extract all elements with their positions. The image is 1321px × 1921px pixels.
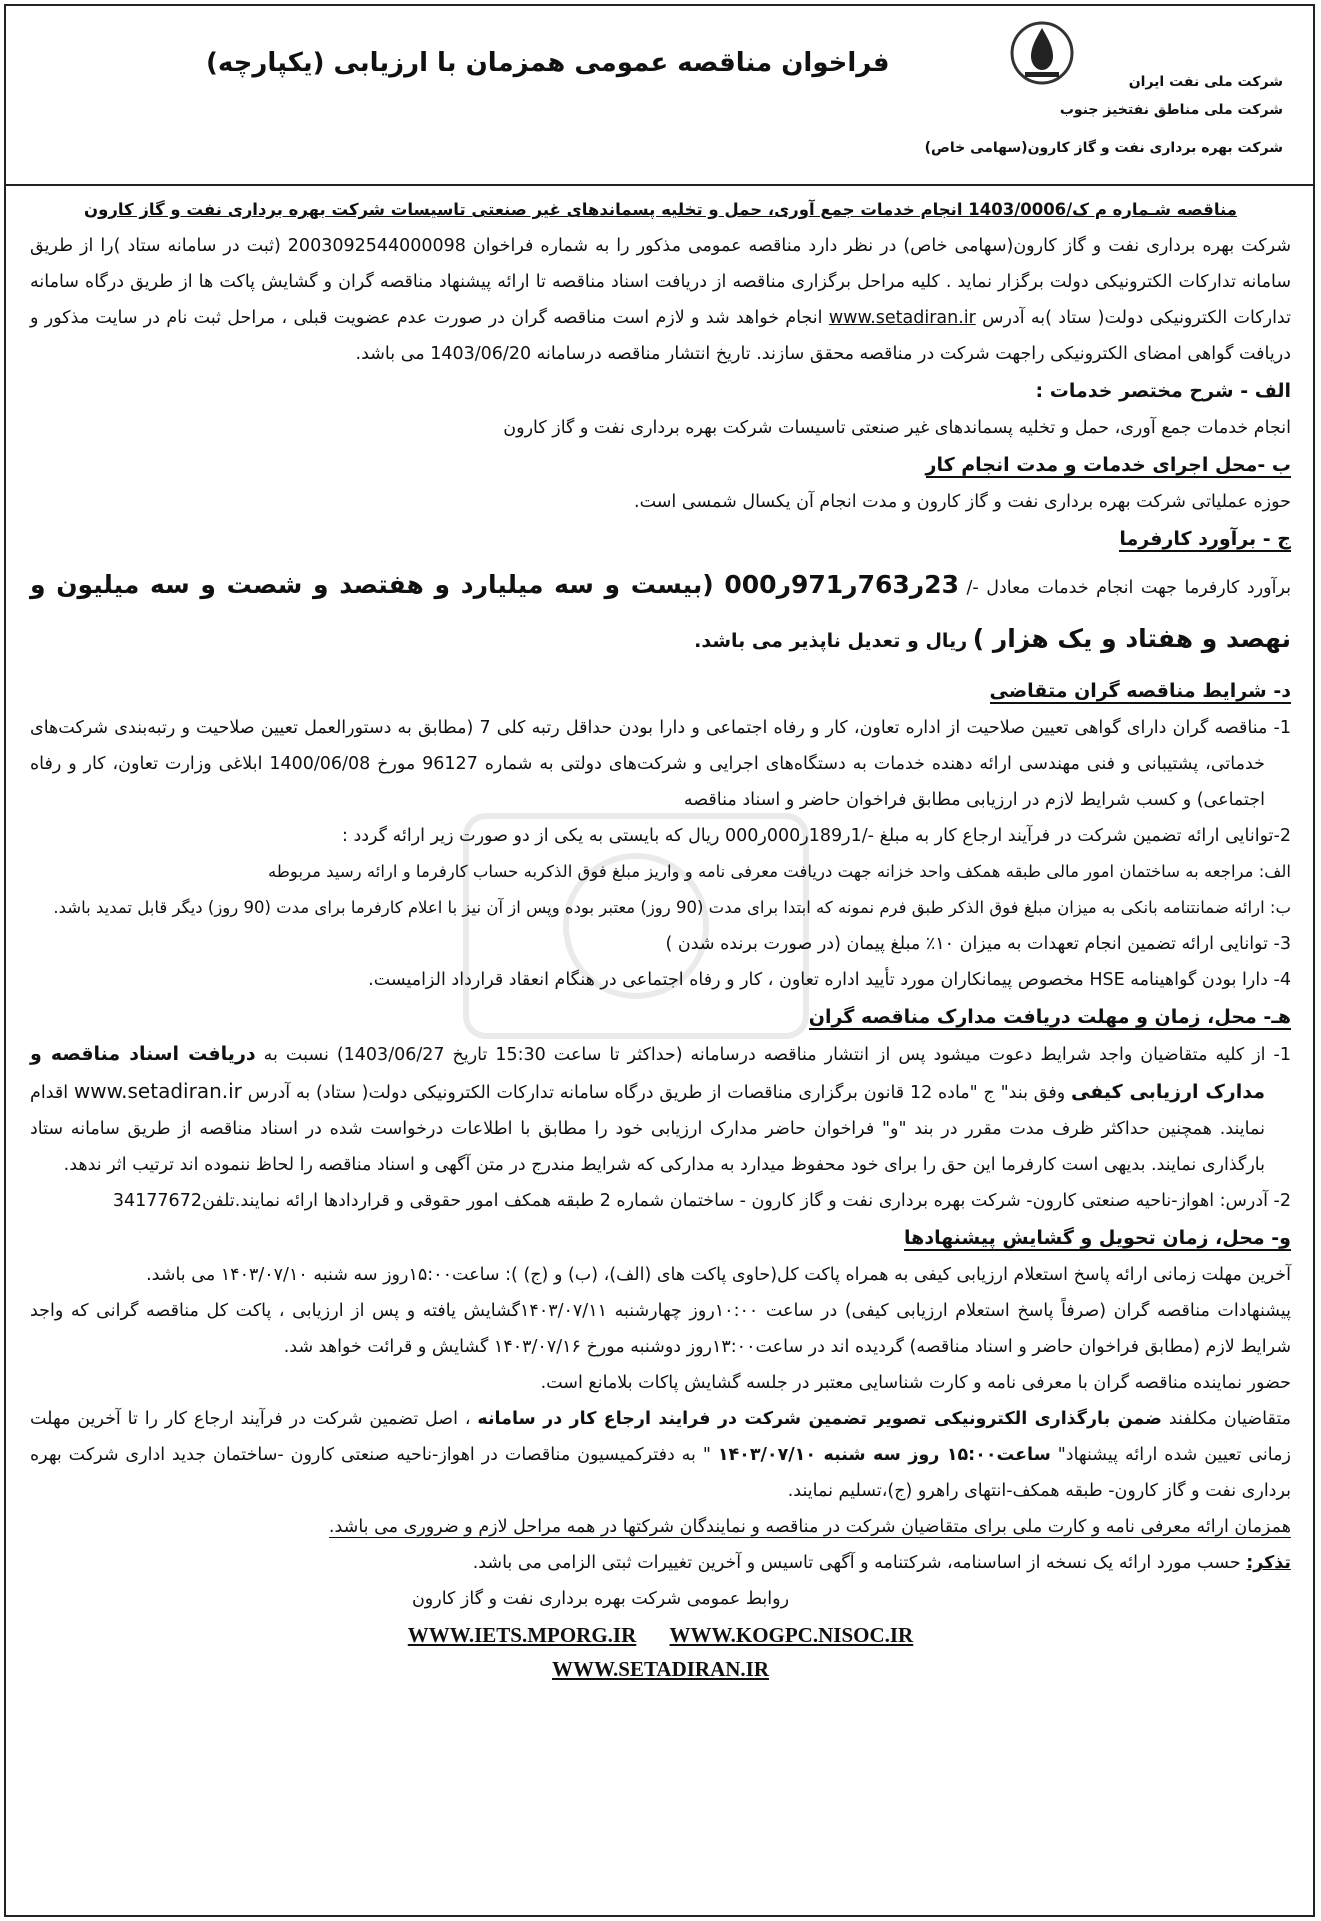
attendance-paragraph: حضور نماینده مناقصه گران با معرفی نامه و کارت شناسایی معتبر در جلسه گشایش پاکات بلامانع است. xyxy=(540,1373,1291,1393)
receipt-text-bold: دریافت اسناد مناقصه و مدارک ارزیابی کیفی xyxy=(30,1043,1265,1103)
company-line-3: شرکت بهره برداری نفت و گاز کارون(سهامی خاص) xyxy=(924,140,1283,156)
guarantee-text-end: " به دفترکمیسیون مناقصات در اهواز-ناحیه صنعتی کارون -ساختمان جدید اداری شرکت بهره برداری نفت و گاز کارون- طبقه همکف-انتهای راهرو (ج)،تسلیم نمایند. xyxy=(30,1445,1291,1501)
estimate-text-end: ریال و تعدیل ناپذیر می باشد. xyxy=(694,630,968,652)
receipt-text-start: 1- از کلیه متقاضیان واجد شرایط دعوت میشود پس از انتشار مناقصه درسامانه (حداکثر تا ساعت 15:30 تاریخ 1403/06/27) نسبت به xyxy=(263,1045,1291,1065)
note-label: تذکر: xyxy=(1246,1553,1291,1573)
opening-paragraph: پیشنهادات مناقصه گران (صرفاً پاسخ استعلام ارزیابی کیفی) در ساعت ۱۰:۰۰روز چهارشنبه ۱۴۰۳/۰۷/۱۱گشایش یافته و پس از ارزیابی ، پاکت کل مناقصه گرانی که واجد شرایط لازم (مطابق فراخوان حاضر و اسناد مناقصه) گردیده اند در ساعت۱۳:۰۰روز دوشنبه مورخ ۱۴۰۳/۰۷/۱۶ گشایش و قرائت خواهد شد. xyxy=(30,1301,1291,1357)
setadiran-footer-link[interactable]: WWW.SETADIRAN.IR xyxy=(551,1657,770,1681)
section-d-title: د- شرایط مناقصه گران متقاضی xyxy=(989,680,1291,702)
section-f-title: و- محل، زمان تحویل و گشایش پیشنهادها xyxy=(904,1227,1291,1249)
condition-item-4: 4- دارا بودن گواهینامه HSE مخصوص پیمانکاران مورد تأیید اداره تعاون ، کار و رفاه اجتماعی در هنگام انعقاد قرارداد الزامیست. xyxy=(368,970,1291,990)
tender-heading: مناقصه شـماره م ک/1403/0006 انجام خدمات جمع آوری، حمل و تخلیه پسماندهای غیر صنعتی تاسیسات شرکت بهره برداری نفت و گاز کارون xyxy=(84,200,1237,219)
condition-item-1: 1- مناقصه گران دارای گواهی تعیین صلاحیت از اداره تعاون، کار و رفاه اجتماعی و دارا بودن حداقل رتبه کلی 7 (مطابق به دستورالعمل تعیین صلاحیت و رتبه‌بندی شرکت‌های خدماتی، پشتیبانی و فنی مهندسی ارائه دهنده خدمات به دستگاه‌های اجرایی و شرکت‌های دولتی به شماره 96127 مورخ 1400/06/08 ابلاغی وزارت تعاون، کار و رفاه اجتماعی) و کسب شرایط لازم در ارزیابی مطابق فراخوان حاضر و اسناد مناقصه xyxy=(30,718,1291,810)
condition-item-2a: الف: مراجعه به ساختمان امور مالی طبقه همکف واحد خزانه جهت دریافت معرفی نامه و واریز مبلغ فوق الذکربه حساب کارفرما و ارائه رسید مربوطه xyxy=(267,862,1291,881)
notice-body xyxy=(30,192,1291,1685)
section-c-heading xyxy=(30,520,1291,558)
section-c-title: ج - برآورد کارفرما xyxy=(1119,528,1291,550)
signature: روابط عمومی شرکت بهره برداری نفت و گاز کارون xyxy=(411,1589,790,1609)
note-paragraph xyxy=(30,1545,1291,1581)
id-requirement: همزمان ارائه معرفی نامه و کارت ملی برای متقاضیان شرکت در مناقصه و نمایندگان شرکتها در همه مراحل لازم و ضروری می باشد. xyxy=(328,1517,1291,1537)
condition-item-2b: ب: ارائه ضمانتنامه بانکی به میزان مبلغ فوق الذکر طبق فرم نمونه که ابتدا برای مدت (90 روز) معتبر بوده وپس از آن نیز با اعلام کارفرما برای مدت (90 روز) دیگر قابل تمدید باشد. xyxy=(53,898,1291,917)
company-line-1: شرکت ملی نفت ایران xyxy=(1128,74,1283,90)
receipt-item-1 xyxy=(30,1036,1291,1183)
setadiran-link-2[interactable]: www.setadiran.ir xyxy=(73,1079,242,1103)
footer-links-2 xyxy=(30,1653,1291,1685)
receipt-item-2: 2- آدرس: اهواز-ناحیه صنعتی کارون- شرکت بهره برداری نفت و گاز کارون - ساختمان شماره 2 طبقه همکف امور حقوقی و قراردادها ارائه نمایند.تلفن34177672 xyxy=(112,1191,1291,1211)
receipt-text-end: اقدام نمایند. همچنین حداکثر ظرف مدت مقرر در بند "و" فراخوان حاضر مدارک ارزیابی خود را مطابق با اطلاعات درخواست شده در اسناد مناقصه از طریق سامانه ستاد بارگذاری نمایند. بدیهی است کارفرما این حق را برای خود محفوظ میدارد به مدارکی که شرایط مندرج در متن آگهی و اسناد مناقصه را لحاظ ننموده اند ترتیب اثر ندهد. xyxy=(30,1083,1265,1175)
guarantee-text-start: متقاضیان مکلفند xyxy=(1168,1409,1291,1429)
receipt-text-mid: وفق بند" ج "ماده 12 قانون برگزاری مناقصات از طریق درگاه سامانه تدارکات الکترونیکی دولت( ستاد) به آدرس xyxy=(247,1083,1066,1103)
company-line-2: شرکت ملی مناطق نفتخیز جنوب xyxy=(1059,102,1283,118)
guarantee-deadline: ساعت۱۵:۰۰ روز سه شنبه ۱۴۰۳/۰۷/۱۰ xyxy=(717,1445,1051,1465)
section-b-heading xyxy=(30,446,1291,484)
notice-header xyxy=(6,6,1313,186)
company-block xyxy=(925,68,1283,162)
section-a-text: انجام خدمات جمع آوری، حمل و تخلیه پسماندهای غیر صنعتی تاسیسات شرکت بهره برداری نفت و گاز کارون xyxy=(503,418,1291,438)
footer-links xyxy=(30,1619,1291,1651)
estimate-paragraph xyxy=(30,558,1291,666)
id-paragraph xyxy=(30,1509,1291,1545)
iets-link[interactable]: WWW.IETS.MPORG.IR xyxy=(407,1623,637,1647)
guarantee-paragraph xyxy=(30,1401,1291,1509)
setadiran-link[interactable]: www.setadiran.ir xyxy=(828,308,976,328)
section-f-heading xyxy=(30,1219,1291,1257)
intro-text-rest: انجام خواهد شد و لازم است مناقصه گران در صورت عدم عضویت قبلی ، مراحل ثبت نام در سایت مذکور و دریافت گواهی امضای الکترونیکی راجهت شرکت در مناقصه محقق سازند. تاریخ انتشار مناقصه درسامانه 1403/06/20 می باشد. xyxy=(30,308,1291,364)
note-text: حسب مورد ارائه یک نسخه از اساسنامه، شرکتنامه و آگهی تاسیس و آخرین تغییرات ثبتی الزامی می باشد. xyxy=(472,1553,1241,1573)
condition-item-3: 3- توانایی ارائه تضمین انجام تعهدات به میزان ۱۰٪ مبلغ پیمان (در صورت برنده شدن ) xyxy=(665,934,1291,954)
section-e-heading xyxy=(30,998,1291,1036)
section-e-title: هـ- محل، زمان و مهلت دریافت مدارک مناقصه گران xyxy=(808,1006,1291,1028)
section-b-text: حوزه عملیاتی شرکت بهره برداری نفت و گاز کارون و مدت انجام آن یکسال شمسی است. xyxy=(634,492,1291,512)
deadline-paragraph: آخرین مهلت زمانی ارائه پاسخ استعلام ارزیابی کیفی به همراه پاکت کل(حاوی پاکت های (الف)، (ب) و (ج) ): ساعت۱۵:۰۰روز سه شنبه ۱۴۰۳/۰۷/۱۰ می باشد. xyxy=(146,1265,1291,1285)
condition-item-2: 2-توانایی ارائه تضمین شرکت در فرآیند ارجاع کار به مبلغ -/1ر189ر000ر000 ریال که بایستی به یکی از دو صورت زیر ارائه گردد : xyxy=(341,826,1291,846)
tender-notice-page xyxy=(4,4,1315,1917)
intro-text: شرکت بهره برداری نفت و گاز کارون(سهامی خاص) در نظر دارد مناقصه عمومی مذکور را به شماره فراخوان 2003092544000098 (ثبت در سامانه ستاد )را از طریق سامانه تدارکات الکترونیکی دولت برگزار نماید . کلیه مراحل برگزاری مناقصه از دریافت اسناد مناقصه تا ارائه پیشنهاد مناقصه گران و گشایش پاکت ها از طریق درگاه سامانه تدارکات الکترونیکی دولت( ستاد )به آدرس xyxy=(30,236,1292,328)
guarantee-text-mid: ، اصل تضمین شرکت در فرآیند ارجاع کار را تا آخرین مهلت زمانی تعیین شده ارائه پیشنهاد" xyxy=(30,1409,1291,1465)
guarantee-text-bold: ضمن بارگذاری الکترونیکی تصویر تضمین شرکت در فرایند ارجاع کار در سامانه xyxy=(477,1409,1162,1429)
estimate-text-start: برآورد کارفرما جهت انجام خدمات معادل -/ xyxy=(966,578,1291,598)
section-d-heading xyxy=(30,672,1291,710)
estimate-amount: 23ر763ر971ر000 (بیست و سه میلیارد و هفتصد و شصت و سه میلیون و نهصد و هفتاد و یک هزار ) xyxy=(30,570,1291,653)
intro-paragraph xyxy=(30,228,1291,372)
section-a-title: الف - شرح مختصر خدمات : xyxy=(1035,380,1291,402)
section-b-title: ب -محل اجرای خدمات و مدت انجام کار xyxy=(925,454,1291,476)
kogpc-link[interactable]: WWW.KOGPC.NISOC.IR xyxy=(669,1623,914,1647)
notice-title: فراخوان مناقصه عمومی همزمان با ارزیابی (یکپارچه) xyxy=(206,48,890,78)
